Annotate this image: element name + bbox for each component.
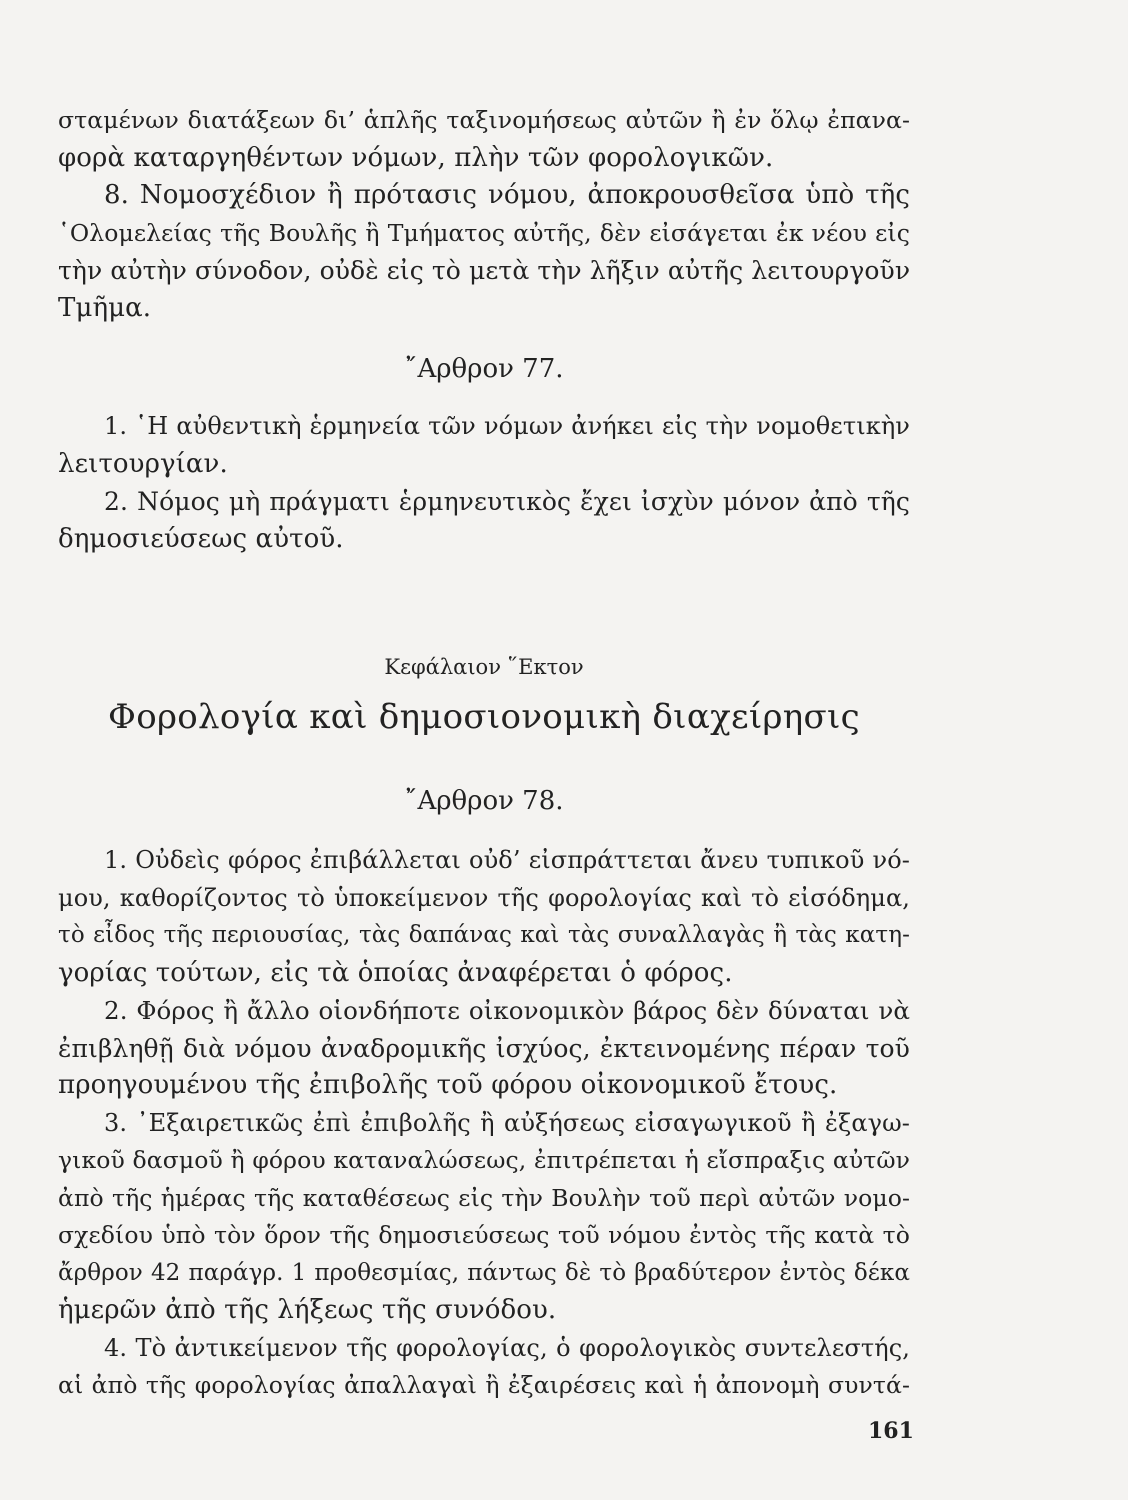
text-line: μου, καθορίζοντος τὸ ὑποκείμενον τῆς φορολογίας καὶ τὸ εἰσόδημα, xyxy=(58,883,910,912)
text-line: δημοσιεύσεως αὐτοῦ. xyxy=(58,523,344,554)
text-line: ἐπιβληθῇ διὰ νόμου ἀναδρομικῆς ἰσχύος, ἐκτεινομένης πέραν τοῦ xyxy=(58,1033,910,1063)
text-line: ῾Ολομελείας τῆς Βουλῆς ἢ Τμήματος αὐτῆς, δὲν εἰσάγεται ἐκ νέου εἰς xyxy=(58,218,910,247)
text-line: ἡμερῶν ἀπὸ τῆς λήξεως τῆς συνόδου. xyxy=(58,1295,557,1325)
paragraph-block-2 xyxy=(58,408,910,558)
text-line: σχεδίου ὑπὸ τὸν ὅρον τῆς δημοσιεύσεως τοῦ νόμου ἐντὸς τῆς κατὰ τὸ xyxy=(58,1221,910,1249)
text-line: φορὰ καταργηθέντων νόμων, πλὴν τῶν φορολογικῶν. xyxy=(58,142,774,173)
paragraph-block-1 xyxy=(58,102,910,327)
text-line: 2. Νόμος μὴ πράγματι ἑρμηνευτικὸς ἔχει ἰσχὺν μόνον ἀπὸ τῆς xyxy=(104,487,910,516)
text-line: τὸ εἶδος τῆς περιουσίας, τὰς δαπάνας καὶ τὰς συναλλαγὰς ἢ τὰς κατη- xyxy=(58,922,910,948)
text-line: προηγουμένου τῆς ἐπιβολῆς τοῦ φόρου οἰκονομικοῦ ἔτους. xyxy=(58,1070,838,1100)
text-line: 1. ῾Η αὐθεντικὴ ἑρμηνεία τῶν νόμων ἀνήκει εἰς τὴν νομοθετικὴν xyxy=(104,412,910,440)
page-number: 161 xyxy=(868,1418,914,1444)
article-78-heading: ῎Αρθρον 78. xyxy=(404,786,564,816)
text-line: Τμῆμα. xyxy=(58,292,152,323)
text-line: λειτουργίαν. xyxy=(58,448,228,479)
text-line: ἀπὸ τῆς ἡμέρας τῆς καταθέσεως εἰς τὴν Βουλὴν τοῦ περὶ αὐτῶν νομο- xyxy=(58,1183,910,1212)
text-line: τὴν αὐτὴν σύνοδον, οὐδὲ εἰς τὸ μετὰ τὴν λῆξιν αὐτῆς λειτουργοῦν xyxy=(58,256,910,285)
article-77-heading: ῎Αρθρον 77. xyxy=(404,354,564,384)
text-line: 2. Φόρος ἢ ἄλλο οἱονδήποτε οἰκονομικὸν βάρος δὲν δύναται νὰ xyxy=(104,996,910,1025)
text-line: γικοῦ δασμοῦ ἢ φόρου καταναλώσεως, ἐπιτρέπεται ἡ εἴσπραξις αὐτῶν xyxy=(58,1146,910,1174)
text-line: σταμένων διατάξεων δι’ ἁπλῆς ταξινομήσεως αὐτῶν ἢ ἐν ὅλῳ ἐπανα- xyxy=(58,106,910,134)
chapter-label: Κεφάλαιον ῞Εκτον xyxy=(384,655,584,679)
chapter-title: Φορολογία καὶ δημοσιονομικὴ διαχείρησις xyxy=(108,697,860,737)
text-line: 8. Νομοσχέδιον ἢ πρότασις νόμου, ἀποκρουσθεῖσα ὑπὸ τῆς xyxy=(104,180,910,210)
text-line: 3. ᾿Εξαιρετικῶς ἐπὶ ἐπιβολῆς ἢ αὐξήσεως εἰσαγωγικοῦ ἢ ἐξαγω- xyxy=(104,1108,910,1137)
text-line: γορίας τούτων, εἰς τὰ ὁποίας ἀναφέρεται ὁ φόρος. xyxy=(58,957,733,988)
text-line: ἄρθρον 42 παράγρ. 1 προθεσμίας, πάντως δὲ τὸ βραδύτερον ἐντὸς δέκα xyxy=(58,1259,910,1286)
text-line: αἱ ἀπὸ τῆς φορολογίας ἀπαλλαγαὶ ἢ ἐξαιρέσεις καὶ ἡ ἀπονομὴ συντά- xyxy=(58,1371,910,1399)
paragraph-block-3 xyxy=(58,842,910,1405)
text-line: 1. Οὐδεὶς φόρος ἐπιβάλλεται οὐδ’ εἰσπράττεται ἄνευ τυπικοῦ νό- xyxy=(104,846,910,874)
text-line: 4. Τὸ ἀντικείμενον τῆς φορολογίας, ὁ φορολογικὸς συντελεστής, xyxy=(104,1333,910,1362)
